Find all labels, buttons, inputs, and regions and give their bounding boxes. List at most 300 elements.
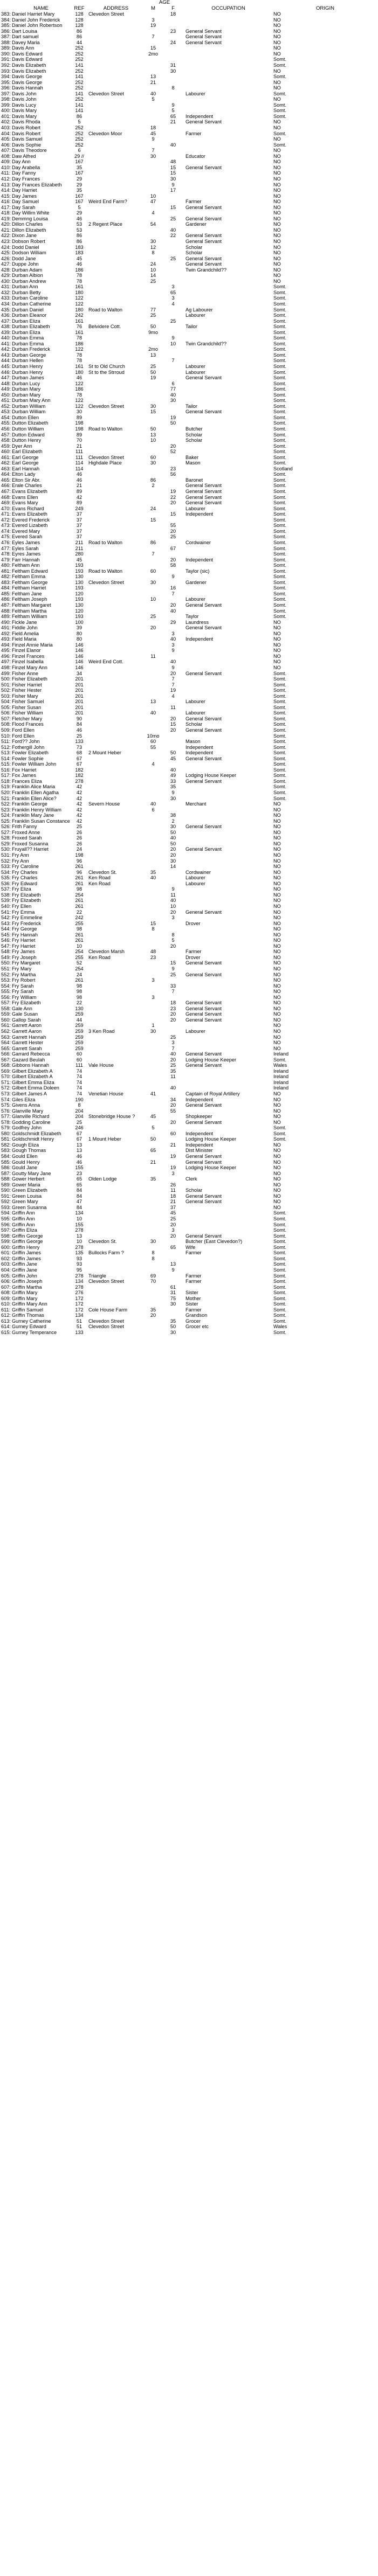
female-age [162,955,184,961]
male-age: 21 [150,79,156,85]
female-age [162,745,184,751]
origin: Somt. [273,761,287,767]
male-age [145,665,162,671]
male-age: 18 [150,125,156,131]
person-name: Fowler Sophie [12,755,44,761]
person-name: Griffin Joseph [12,1279,43,1284]
person-name: Fry Ellen [12,903,32,909]
female-age [162,1159,184,1165]
origin: Somt. [273,614,287,620]
male-age [145,295,162,301]
male-age: 10 [150,267,156,273]
ref: 42 [76,494,83,500]
female-age [162,91,184,97]
row-number: 415: [1,193,11,199]
occupation [184,904,272,909]
address: Clevedon Marsh [88,949,125,955]
ref: 26 [76,829,83,835]
address [87,648,145,654]
person-name: Fry Sarah [12,983,34,989]
row-number: 601: [1,1250,11,1256]
address [87,972,145,978]
table-row [0,1046,378,1052]
person-name: Evered Sarah [12,534,43,540]
occupation [184,989,272,995]
row-number: 551: [1,966,11,971]
row-number: 404: [1,130,11,136]
male-age [145,1267,162,1273]
origin: NO [273,221,281,227]
male-age [145,466,162,472]
female-age [162,699,184,705]
table-row [0,324,378,330]
female-age: 50 [170,829,176,835]
address [87,1097,145,1103]
male-age: 30 [150,1239,156,1245]
person-name: Garrett Sarah [12,1045,42,1051]
table-row [0,926,378,932]
occupation [184,1046,272,1052]
origin: Somt. [273,1136,287,1142]
occupation [184,835,272,841]
address [87,1182,145,1188]
origin: NO [273,1045,281,1051]
origin: NO [273,852,281,858]
table-row [0,1023,378,1029]
origin: Somt. [273,1273,287,1279]
person-name: Dixon Jane [12,233,37,239]
person-name: Fisher Samuel [12,699,44,705]
occupation: Baronet [185,477,203,483]
origin: Somt. [273,682,287,688]
person-name: Durban Henry [12,364,43,369]
female-age: 18 [170,1193,176,1199]
address [87,125,145,131]
female-age [162,596,184,602]
row-number: 504: [1,699,11,705]
occupation: General Servant [185,1119,222,1125]
male-age [145,1330,162,1336]
male-age [145,471,162,477]
male-age: 2 [152,483,155,489]
person-name: Gould Jane [12,1165,37,1171]
female-age: 65 [170,289,176,295]
person-name: Ford?? John [12,739,40,745]
origin: NO [273,1114,281,1120]
ref: 155 [75,1221,84,1227]
occupation [184,449,272,455]
person-name: Durban Daniel [12,307,44,313]
ref: 74 [76,1074,83,1080]
address: Road to Walton [88,307,122,313]
person-name: Davis Elizabeth [12,63,46,68]
address [87,943,145,949]
ref: 76 [76,324,83,330]
occupation [184,682,272,688]
ref: 98 [76,989,83,995]
origin: NO [273,932,281,938]
person-name: Gurney Catherine [12,1318,51,1324]
origin: Somt. [273,289,287,295]
ref: 34 [76,670,83,676]
male-age [145,11,162,17]
person-name: Gould Ellen [12,1154,38,1159]
table-row [0,1267,378,1273]
female-age [162,125,184,131]
origin: NO [273,1108,281,1114]
row-number: 484: [1,585,11,591]
row-number: 472: [1,517,11,523]
table-row [0,989,378,995]
occupation: Butcher (East Clevedon?) [185,1239,243,1245]
female-age [162,409,184,415]
ref: 259 [75,1011,84,1017]
address [87,159,145,165]
table-row [0,557,378,563]
ref: 249 [75,505,84,511]
person-name: Davis Robert [12,125,41,131]
occupation: General Servant [185,119,222,125]
row-number: 453: [1,409,11,415]
table-row [0,1261,378,1267]
person-name: Fry Margaret [12,960,40,966]
address: 2 Mount Heber [88,750,121,756]
person-name: Fry George [12,926,37,932]
origin: NO [273,829,281,835]
origin: NO [273,1040,281,1046]
person-name: Fisher Elizabeth [12,676,47,682]
row-number: 535: [1,875,11,881]
table-row [0,1245,378,1251]
origin: Somt. [273,790,287,796]
ref: 95 [76,1267,83,1273]
address [87,1074,145,1080]
address [87,813,145,818]
male-age [145,386,162,392]
person-name: Gilbert Emma Doleen [12,1085,59,1091]
person-name: Franklin Ellen Agatha [12,790,59,796]
female-age: 15 [170,204,176,210]
occupation [184,563,272,568]
origin: Somt. [273,346,287,352]
table-row [0,665,378,671]
female-age [162,330,184,336]
address [87,495,145,501]
ref: 100 [75,619,84,625]
ref: 167 [75,193,84,199]
row-number: 413: [1,182,11,188]
ref: 186 [75,386,84,392]
female-age: 37 [170,1204,176,1210]
address [87,102,145,108]
table-row [0,182,378,188]
row-number: 540: [1,903,11,909]
table-row [0,938,378,943]
occupation: General Servant [185,778,222,784]
address [87,466,145,472]
occupation [184,898,272,904]
male-age: 11 [150,653,156,659]
female-age: 31 [170,63,176,68]
row-number: 590: [1,1188,11,1193]
ref: 186 [75,341,84,346]
male-age [145,721,162,727]
table-row [0,1307,378,1313]
address [87,443,145,449]
female-age: 25 [170,1034,176,1040]
row-number: 433: [1,295,11,301]
table-row [0,506,378,512]
ref: 89 [76,500,83,506]
table-row [0,1136,378,1142]
origin: NO [273,250,281,256]
male-age-header: M [151,5,155,11]
origin: Somt. [273,420,287,426]
male-age [145,1057,162,1063]
table-row [0,188,378,193]
table-row [0,386,378,392]
person-name: Durban Emma [12,341,44,346]
person-name: Davis Lucy [12,102,36,108]
male-age [145,301,162,307]
origin: NO [273,255,281,261]
table-row [0,801,378,807]
row-number: 391: [1,57,11,63]
occupation [184,188,272,193]
person-name: Dart samuel [12,34,39,40]
occupation: Labourer [185,699,205,705]
address [87,29,145,34]
male-age [145,108,162,114]
table-row [0,1324,378,1330]
female-age: 45 [170,1210,176,1216]
occupation: Shopkeeper [185,1114,212,1120]
male-age: 30 [150,579,156,585]
row-number: 557: [1,1000,11,1006]
ref: 201 [75,682,84,688]
person-name: Garrett Aaron [12,1028,42,1034]
row-number: 487: [1,602,11,608]
occupation [184,1108,272,1114]
table-row [0,125,378,131]
row-number: 401: [1,113,11,119]
female-age [162,404,184,409]
male-age: 45 [150,1114,156,1120]
row-number: 524: [1,813,11,818]
row-number: 608: [1,1290,11,1296]
occupation: General Servant [185,1159,222,1165]
ref: 261 [75,903,84,909]
occupation [184,1080,272,1086]
row-number: 562: [1,1028,11,1034]
origin: Somt. [273,710,287,716]
person-name: Franklin Alice Maria [12,784,56,790]
ref: 252 [75,57,84,63]
table-row [0,307,378,313]
occupation [184,159,272,165]
ref: 130 [75,574,84,580]
occupation: General Servant [185,409,222,415]
table-row [0,80,378,86]
person-name: Davis John [12,96,37,102]
person-name: Durban Albion [12,273,43,279]
address [87,642,145,648]
address [87,614,145,620]
origin: Ireland [273,1051,289,1057]
origin: Somt. [273,505,287,511]
ref: 204 [75,1108,84,1114]
ref: 46 [76,471,83,477]
row-number: 395: [1,79,11,85]
origin: Somt. [273,539,287,545]
row-number: 439: [1,329,11,335]
person-name: Evans Mary [12,500,38,506]
row-number: 507: [1,716,11,721]
female-age: 30 [170,398,176,404]
person-name: Finzel Annie Maria [12,642,53,648]
origin: Somt. [273,375,287,381]
ref: 84 [76,1193,83,1199]
address: Clevedon Moor [88,130,122,136]
female-age: 9 [171,182,175,188]
occupation [184,830,272,836]
table-row [0,750,378,756]
table-row [0,102,378,108]
male-age [145,818,162,824]
occupation: Grocer etc [185,1324,209,1330]
origin: Somt. [273,784,287,790]
address [87,1245,145,1251]
male-age: 10 [150,596,156,602]
male-age [145,159,162,165]
row-number: 431: [1,284,11,290]
occupation: General Servant [185,34,222,40]
female-age: 7 [171,676,175,682]
occupation [184,1227,272,1233]
address [87,574,145,580]
address [87,1171,145,1177]
row-number: 480: [1,563,11,568]
table-row [0,301,378,307]
ref: 53 [76,221,83,227]
table-row [0,460,378,466]
origin: NO [273,630,281,636]
person-name: Durban Eliza [12,318,40,324]
male-age [145,631,162,637]
address [87,1057,145,1063]
male-age: 45 [150,130,156,136]
occupation: Independent [185,1096,214,1102]
address [87,1125,145,1131]
address [87,529,145,534]
occupation: Independent [185,636,214,642]
female-age: 40 [170,1085,176,1091]
male-age [145,182,162,188]
person-name: Fisher William [12,710,43,716]
ref: 84 [76,1204,83,1210]
row-number: 526: [1,824,11,830]
row-number: 587: [1,1170,11,1176]
origin: Somt. [273,392,287,398]
ref: 37 [76,517,83,523]
origin: Wales [273,1324,287,1330]
male-age [145,170,162,176]
origin: Somt. [273,727,287,733]
row-number: 541: [1,909,11,915]
table-row [0,1176,378,1182]
origin: NO [273,267,281,273]
row-number: 558: [1,1005,11,1011]
address [87,591,145,597]
occupation: General Servant [185,238,222,244]
row-number: 607: [1,1284,11,1290]
origin: Somt. [273,744,287,750]
female-age: 3 [171,1170,175,1176]
female-age: 3 [171,1227,175,1233]
origin: NO [273,648,281,654]
female-age: 58 [170,563,176,568]
row-number: 512: [1,744,11,750]
occupation: Ag Labourer [185,307,213,313]
female-age: 19 [170,1165,176,1171]
ref: 252 [75,68,84,74]
person-name: Dodson William [12,250,46,256]
male-age: 69 [150,1273,156,1279]
occupation: Twin Grandchild?? [185,341,227,346]
person-name: Evans Ellen [12,494,38,500]
address [87,420,145,426]
address [87,1148,145,1154]
origin: NO [273,636,281,642]
female-age: 52 [170,449,176,455]
table-row [0,864,378,870]
person-name: Davis Theodore [12,148,47,154]
male-age: 13 [150,74,156,80]
male-age [145,824,162,830]
ref: 172 [75,1307,84,1313]
address [87,415,145,421]
address [87,693,145,699]
row-number: 399: [1,102,11,108]
female-age: 15 [170,721,176,727]
person-name: Durban Eleanor [12,313,47,318]
table-row [0,858,378,864]
table-row [0,1290,378,1296]
occupation [184,1125,272,1131]
origin: Somt. [273,670,287,676]
row-number: 466: [1,483,11,489]
female-age [162,432,184,438]
ref: 52 [76,960,83,966]
table-row [0,580,378,586]
male-age [145,1290,162,1296]
male-age [145,142,162,148]
ref: 24 [76,846,83,852]
ref: 6 [78,148,81,154]
address [87,45,145,51]
person-name: Eyres James [12,551,41,557]
person-name: Durban Andrew [12,278,46,284]
male-age: 70 [150,1279,156,1284]
female-age: 23 [170,28,176,34]
person-name: Franklin George [12,801,47,807]
male-age: 35 [150,1307,156,1313]
row-number: 606: [1,1279,11,1284]
address: Vale House [88,1063,114,1068]
address [87,1188,145,1193]
row-number: 497: [1,659,11,665]
male-age [145,659,162,665]
